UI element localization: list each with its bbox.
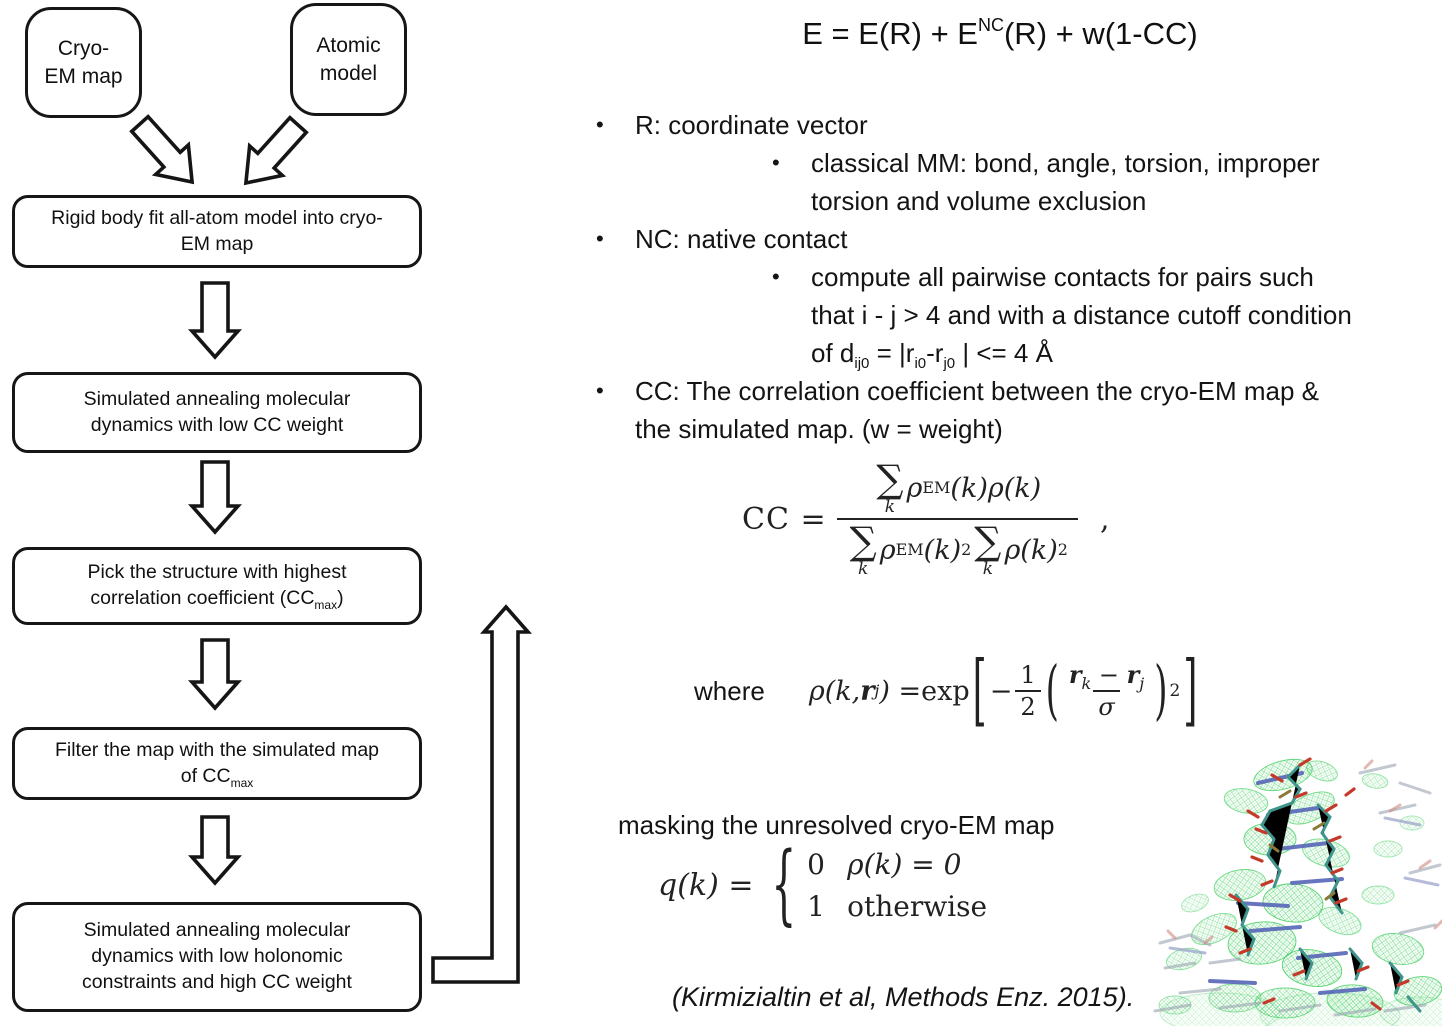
bullet-dot-icon: • [596,112,604,137]
flow-box-pick-structure [12,547,422,625]
bullet-r-text: R: coordinate vector [635,110,868,140]
box-text-line: of $CC_{max}$ [180,764,254,790]
bullet-nc-sub [772,258,1442,372]
bullet-line: CC: The correlation coefficient between the cryo-EM map & [635,376,1320,406]
masking-heading: masking the unresolved cryo-EM map [618,810,1055,840]
box-text-line: dynamics with low CC weight [90,413,344,436]
case-row: 0 ρ(k) = 0 [807,848,962,881]
box-text-line: EM map [180,232,254,255]
cc-denominator: ∑ k ρ EM (k) 2 ∑ k ρ(k) 2 [837,518,1078,580]
flow-box-sa-high-cc [12,902,422,1012]
bullet-line: classical MM: bond, angle, torsion, improper [811,148,1320,178]
box-text-line: constraints and high CC weight [82,970,352,993]
bullet-nc-text: NC: native contact [635,224,848,254]
right-bracket: ] [1183,646,1198,736]
arrow-atomic-to-rigid-icon [230,110,315,197]
flow-box-sa-low-cc [12,372,422,453]
box-text-line: correlation coefficient $(CC_{max})$ [90,587,344,612]
citation-text: (Kirmizialtin et al, Methods Enz. 2015). [672,982,1135,1012]
bullet-dot-icon: • [596,226,604,251]
bullet-dot-icon: • [596,378,604,403]
box-text-line: EM map [44,64,123,88]
sum-symbol: ∑ k [876,457,904,517]
cc-lhs: CC = [742,501,827,537]
mask-lhs: q(k) = [658,868,754,903]
flowchart-arrows [0,0,560,1026]
down-arrow-1-icon [192,283,238,357]
bullet-nc-sub-text [811,258,1352,372]
definition-bullet-list [596,106,1442,448]
kernel-definition-line [694,646,1200,736]
flow-box-rigid-body-fit [12,195,422,268]
bullet-nc [596,220,1442,258]
box-text-line: Cryo- [57,36,110,60]
down-arrow-4-icon [192,817,238,883]
r-over-sigma-fraction: $r_k - r_j$ σ [1068,660,1145,721]
energy-eq-pre: E = E(R) + E [802,16,978,51]
box-text-line: model [319,61,378,85]
bullet-dot-icon: • [772,150,780,175]
left-bracket: [ [972,646,987,736]
one-half-fraction: $\frac{1}{2}$ [1015,661,1040,722]
box-text-line: Pick the structure with highest [87,561,347,584]
box-text-line: Simulated annealing molecular [83,919,351,942]
box-text-line: Filter the map with the simulated map [54,738,380,761]
loop-back-arrow-icon [433,607,528,982]
sum-symbol: ∑ k [849,519,877,579]
right-paren: ) [1154,653,1168,729]
bullet-line: compute all pairwise contacts for pairs such [811,262,1314,292]
sum-symbol: ∑ k [974,519,1002,579]
bullet-dot-icon: • [772,264,780,289]
energy-eq-superscript: NC [977,15,1004,35]
bullet-line: that i - j > 4 and with a distance cutoff condition [811,300,1352,330]
rho-kernel-formula: ρ(k, r j ) = exp [ − $\frac{1}{2}$ ( $r_k - r_j$ σ ) 2 ] [808,646,1198,736]
piecewise-cases [807,848,987,923]
bullet-cc [596,372,1442,448]
box-text-line: Atomic [316,33,381,57]
case-row: 1 otherwise [807,890,988,923]
flow-box-cryo-em-map [25,7,142,118]
where-label: where [694,675,765,706]
energy-equation [640,16,1360,52]
cc-trailing-comma: , [1099,501,1110,537]
flow-box-atomic-model [290,3,407,116]
cryo-em-density-figure [1150,753,1442,1026]
cc-fraction [837,458,1078,580]
left-brace: { [771,834,797,937]
bullet-cc-text [635,372,1319,448]
bullet-line: the simulated map. (w = weight) [635,414,1003,444]
left-paren: ( [1045,653,1059,729]
bullet-line: torsion and volume exclusion [811,186,1147,216]
cc-correlation-formula [742,458,1109,580]
bullet-r-sub-text [811,144,1320,220]
arrow-cryo-to-rigid-icon [124,109,209,196]
flow-box-filter-map [12,727,422,800]
down-arrow-2-icon [192,462,238,532]
energy-eq-post: (R) + w(1-CC) [1003,16,1198,51]
mask-piecewise-formula [658,834,988,937]
bullet-r-sub [772,144,1442,220]
bullet-line-distance-cutoff: of $d_{ij0} = |r_{i0}-r_{j0}$ | <= 4 Å [811,338,1053,373]
cc-numerator: ∑ k ρ EM (k) ρ(k) [876,457,1042,517]
box-text-line: dynamics with low holonomic [91,945,343,968]
box-text-line: Rigid body fit all-atom model into cryo- [51,206,383,229]
box-text-line: Simulated annealing molecular [83,387,351,410]
down-arrow-3-icon [192,640,238,708]
bullet-r [596,106,1442,144]
